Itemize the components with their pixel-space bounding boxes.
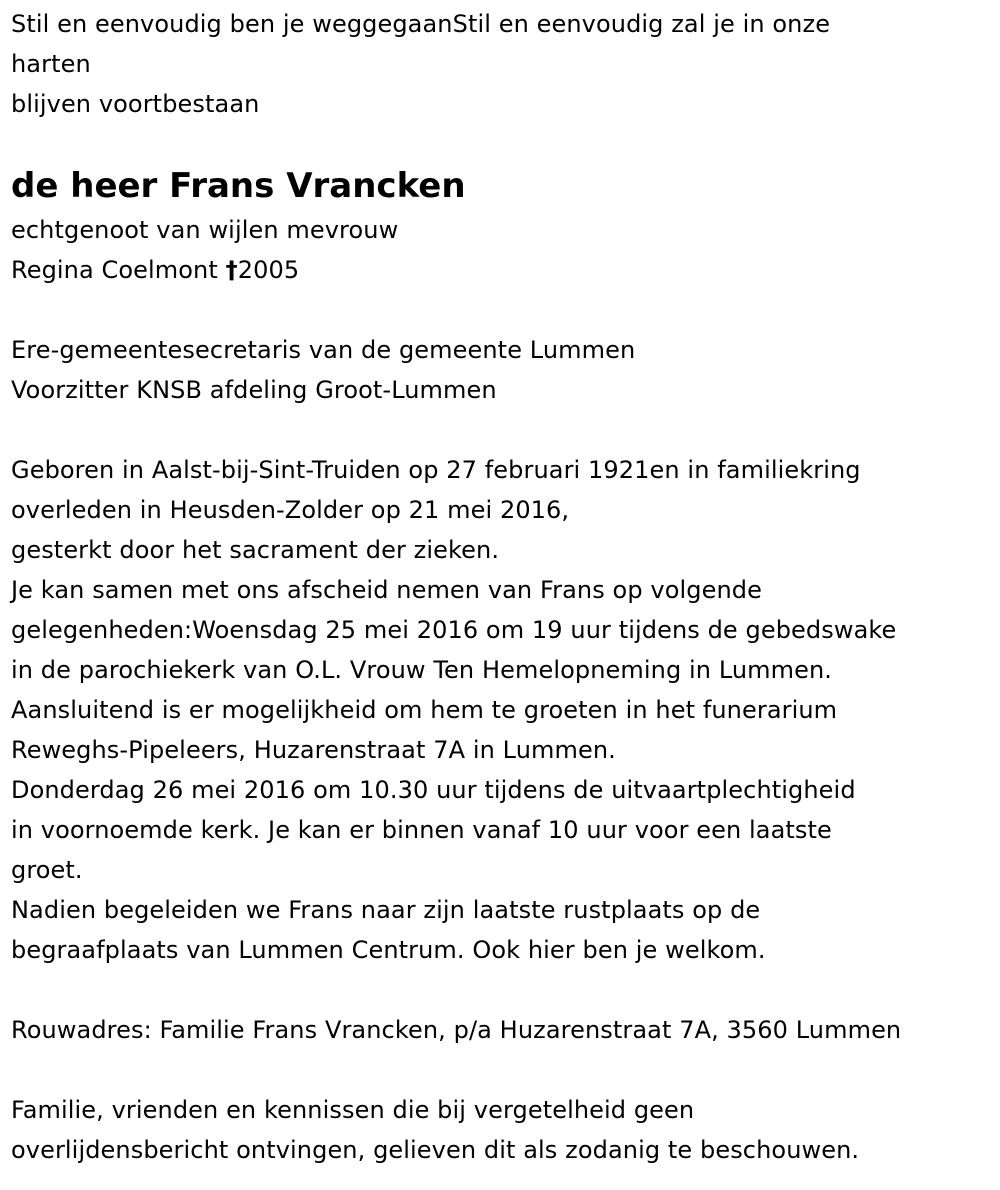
deceased-name: de heer Frans Vrancken [11, 166, 466, 206]
spouse-line: echtgenoot van wijlen mevrouw [11, 216, 399, 244]
announcement-line: Je kan samen met ons afscheid nemen van Frans op volgende [11, 576, 762, 604]
announcement-line: begraafplaats van Lummen Centrum. Ook hier ben je welkom. [11, 936, 766, 964]
closing-line: Familie, vrienden en kennissen die bij vergetelheid geen [11, 1096, 695, 1124]
announcement-line: Donderdag 26 mei 2016 om 10.30 uur tijdens de uitvaartplechtigheid [11, 776, 856, 804]
mourning-address: Rouwadres: Familie Frans Vrancken, p/a Huzarenstraat 7A, 3560 Lummen [11, 1016, 902, 1044]
poem-line: blijven voortbestaan [11, 90, 260, 118]
announcement-line: overleden in Heusden-Zolder op 21 mei 2016, [11, 496, 570, 524]
spouse-death-year: 2005 [237, 256, 300, 284]
spacer [11, 410, 1000, 450]
announcement-line: groet. [11, 856, 83, 884]
announcement-line: gesterkt door het sacrament der zieken. [11, 536, 500, 564]
announcement-line: gelegenheden:Woensdag 25 mei 2016 om 19 uur tijdens de gebedswake [11, 616, 897, 644]
announcement-line: Geboren in Aalst-bij-Sint-Truiden op 27 februari 1921en in familiekring [11, 456, 861, 484]
closing-line: overlijdensbericht ontvingen, gelieven dit als zodanig te beschouwen. [11, 1136, 860, 1164]
spacer [11, 970, 1000, 1010]
cross-icon: † [225, 256, 238, 284]
function-line: Voorzitter KNSB afdeling Groot-Lummen [11, 376, 497, 404]
closing-block [11, 1090, 1000, 1170]
function-line: Ere-gemeentesecretaris van de gemeente Lummen [11, 336, 636, 364]
spouse-name-line [11, 250, 1000, 290]
announcement-line: Reweghs-Pipeleers, Huzarenstraat 7A in Lummen. [11, 736, 616, 764]
announcement-line: in voornoemde kerk. Je kan er binnen vanaf 10 uur voor een laatste [11, 816, 832, 844]
spouse-name: Regina Coelmont [11, 256, 226, 284]
announcement-line: Aansluitend is er mogelijkheid om hem te groeten in het funerarium [11, 696, 838, 724]
spacer [11, 1050, 1000, 1090]
functions-block [11, 330, 1000, 410]
poem [11, 4, 1000, 124]
deceased-block [11, 162, 1000, 290]
announcement-line: in de parochiekerk van O.L. Vrouw Ten Hemelopneming in Lummen. [11, 656, 833, 684]
poem-line: Stil en eenvoudig ben je weggegaanStil en eenvoudig zal je in onze [11, 10, 831, 38]
poem-line: harten [11, 50, 91, 78]
announcement-line: Nadien begeleiden we Frans naar zijn laatste rustplaats op de [11, 896, 761, 924]
spacer [11, 290, 1000, 330]
address-block [11, 1010, 1000, 1050]
announcement-block [11, 450, 1000, 970]
